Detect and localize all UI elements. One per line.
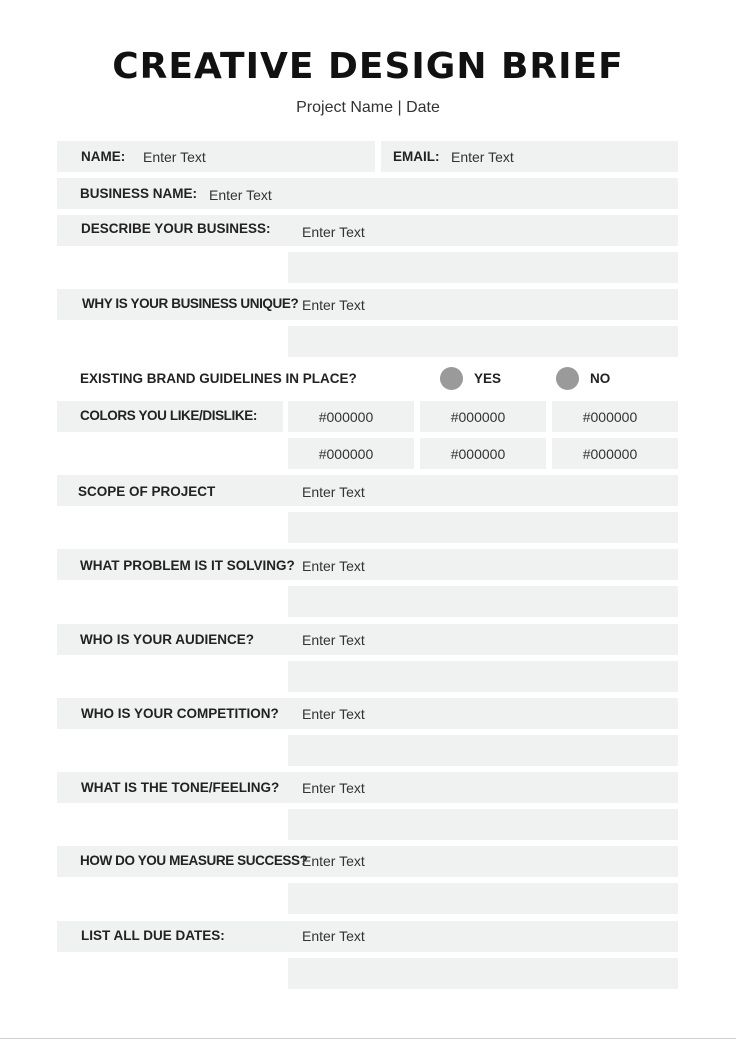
color-value-4: #000000 — [318, 446, 374, 462]
competition-input[interactable]: Enter Text — [302, 706, 365, 722]
describe-label: DESCRIBE YOUR BUSINESS: — [81, 221, 271, 236]
email-input[interactable]: Enter Text — [451, 149, 514, 165]
audience-input[interactable]: Enter Text — [302, 632, 365, 648]
due-dates-input[interactable]: Enter Text — [302, 928, 365, 944]
guidelines-label: EXISTING BRAND GUIDELINES IN PLACE? — [80, 371, 357, 386]
problem-label: WHAT PROBLEM IS IT SOLVING? — [80, 558, 295, 573]
tone-input[interactable]: Enter Text — [302, 780, 365, 796]
business-name-label: BUSINESS NAME: — [80, 186, 198, 201]
competition-label: WHO IS YOUR COMPETITION? — [81, 706, 279, 721]
describe-input[interactable]: Enter Text — [302, 224, 365, 240]
tone-input-line2[interactable] — [288, 809, 678, 840]
name-label: NAME: — [81, 149, 126, 164]
unique-label: WHY IS YOUR BUSINESS UNIQUE? — [82, 296, 299, 311]
page-subtitle: Project Name | Date — [296, 99, 440, 116]
audience-input-line2[interactable] — [288, 661, 678, 692]
yes-radio[interactable] — [440, 367, 463, 390]
colors-label: COLORS YOU LIKE/DISLIKE: — [80, 408, 257, 423]
scope-input[interactable]: Enter Text — [302, 484, 365, 500]
yes-label: YES — [474, 371, 502, 386]
success-input-line2[interactable] — [288, 883, 678, 914]
due-dates-label: LIST ALL DUE DATES: — [81, 928, 225, 943]
no-radio[interactable] — [556, 367, 579, 390]
problem-input[interactable]: Enter Text — [302, 558, 365, 574]
unique-input-line2[interactable] — [288, 326, 678, 357]
success-label: HOW DO YOU MEASURE SUCCESS? — [80, 853, 308, 868]
name-input[interactable]: Enter Text — [143, 149, 206, 165]
scope-label: SCOPE OF PROJECT — [78, 484, 216, 499]
competition-input-line2[interactable] — [288, 735, 678, 766]
describe-input-line2[interactable] — [288, 252, 678, 283]
audience-label: WHO IS YOUR AUDIENCE? — [80, 632, 255, 647]
page-bottom-divider — [0, 1038, 736, 1039]
color-value-3: #000000 — [582, 409, 638, 425]
color-value-1: #000000 — [318, 409, 374, 425]
color-value-6: #000000 — [582, 446, 638, 462]
business-name-input[interactable]: Enter Text — [209, 187, 272, 203]
scope-input-line2[interactable] — [288, 512, 678, 543]
success-input[interactable]: Enter Text — [302, 853, 365, 869]
color-value-2: #000000 — [450, 409, 506, 425]
problem-input-line2[interactable] — [288, 586, 678, 617]
email-label: EMAIL: — [393, 149, 440, 164]
no-label: NO — [590, 371, 611, 386]
color-value-5: #000000 — [450, 446, 506, 462]
due-dates-input-line2[interactable] — [288, 958, 678, 989]
tone-label: WHAT IS THE TONE/FEELING? — [81, 780, 280, 795]
page-title: CREATIVE DESIGN BRIEF — [112, 46, 624, 87]
unique-input[interactable]: Enter Text — [302, 297, 365, 313]
